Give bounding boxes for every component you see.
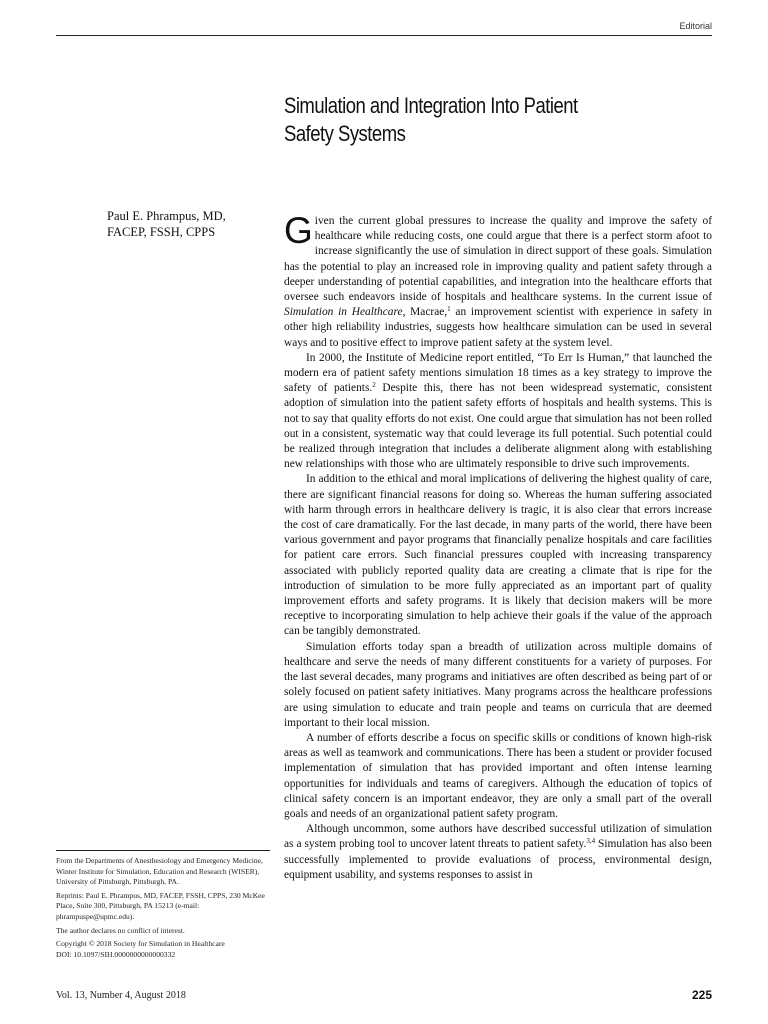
reference-mark: 1 [447,305,451,314]
affiliation-note: From the Departments of Anesthesiology and Emergency Medicine, Winter Institute for Simulation, Education and Research (WISER), University of Pittsburgh, Pittsburgh, PA. [56,856,263,887]
reference-mark: 3,4 [586,837,596,846]
drop-cap: G [284,210,313,251]
title-line-2: Safety Systems [284,121,406,146]
reprints-note: Reprints: Paul E. Phrampus, MD, FACEP, FSSH, CPPS, 230 McKee Place, Suite 300, Pittsburgh, PA 15213 (e-mail: phrampuspe@upmc.edu). [56,890,265,921]
header-rule [56,35,712,36]
author-line-2: FACEP, FSSH, CPPS [107,225,216,239]
conflict-note: The author declares no conflict of interest. [56,925,185,935]
article-title [284,92,637,148]
author-byline [107,208,277,240]
paragraph-3: In addition to the ethical and moral implications of delivering the highest quality of care, there are significant financial reasons for doing so. Whereas the human suffering associated with harm through errors in healthcare delivery is tragic, it is also clear that errors increase the cost of care dramatically. For the last decade, in many parts of the world, there have been various government and payor programs that financially penalize hospitals and care facilities for patient care errors. Such financial pressures coupled with increasing transparency associated with publicly reported quality data are creating a climate that is ripe for the introduction of simulation to be more fully appreciated as an important part of quality improvement efforts and safety programs. It is likely that decision makers will be more receptive to incorporating simulation to help achieve their goals if the value of the approach can be tangibly demonstrated. [284,473,712,638]
article-body [284,210,712,883]
author-line-1: Paul E. Phrampus, MD, [107,209,226,223]
title-line-1: Simulation and Integration Into Patient [284,93,578,118]
section-label: Editorial [679,21,712,31]
doi-note: DOI: 10.1097/SIH.0000000000000332 [56,949,176,959]
page-number: 225 [691,988,712,1002]
paragraph-6: Although uncommon, some authors have described successful utilization of simulation as a system probing tool to uncover latent threats to patient safety.$^{3,4}$ Simulation has also been successfully implemented to provide evaluations of process, environmental design, equipment usability, and systems responses to assist in [284,823,712,881]
reference-mark: 2 [372,381,376,390]
copyright-note: Copyright © 2018 Society for Simulation in Healthcare [56,939,225,949]
footnotes [56,850,270,963]
journal-name: Simulation in Healthcare [284,306,403,319]
paragraph-1: Given the current global pressures to increase the quality and improve the safety of healthcare while reducing costs, one could argue that there is a perfect storm afoot to increase significantly the use of simulation in direct support of these goals. Simulation has the potential to play an increased role in improving quality and patient safety through a deeper understanding of potential capabilities, and integration into the healthcare efforts that oversee such endeavors inside of hospitals and healthcare systems. In the current issue of Simulation in Healthcare, Macrae,$^1$ an improvement scientist with experience in safety in other high reliability industries, suggests how healthcare simulation can be used in several ways and to positive effect to improve patient safety at the system level. [284,210,712,349]
issue-info: Vol. 13, Number 4, August 2018 [56,990,186,1001]
paragraph-2: In 2000, the Institute of Medicine report entitled, “To Err Is Human,” that launched the modern era of patient safety mentions simulation 18 times as a key strategy to improve the safety of patients.$^2$ Despite this, there has not been widespread systematic, consistent adoption of simulation into the patient safety efforts of hospitals and health systems. This is not to say that quality efforts do not exist. One could argue that simulation has not been rolled out in a consistent, systematic way that could leverage its full potential. Such potential could be realized through integration that includes a deliberate alignment along with establishing new relationships with those who are ultimately responsible to drive such improvements. [284,351,712,471]
paragraph-5: A number of efforts describe a focus on specific skills or conditions of known high-risk areas as well as teamwork and communications. There has been a student or provider focused implementation of simulation that has provided important and often intense learning opportunities for individuals and teams of caregivers. Although the education of topics of clinical safety concern is an important endeavor, they are only a small part of the overall goals and needs of an organizational patient safety program. [284,731,712,820]
paragraph-4: Simulation efforts today span a breadth of utilization across multiple domains of healthcare and serve the needs of many different constituents for a variety of purposes. For the last several decades, many programs and initiatives are often described as being part of or solely focused on patient safety initiatives. Many programs across the healthcare professions are using simulation to educate and train people and teams on curricula that are deemed important to their local mission. [284,640,712,729]
